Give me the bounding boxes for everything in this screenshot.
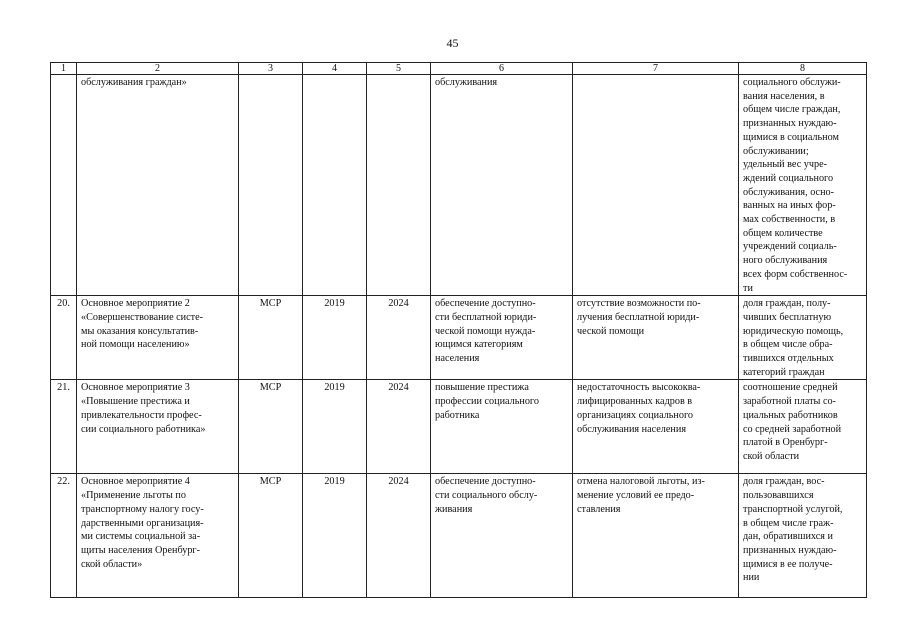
event-cell-line: щиты населения Оренбург- bbox=[81, 544, 201, 556]
indicator-cell-line: нии bbox=[743, 572, 760, 584]
indicator-cell-line: ти bbox=[743, 282, 753, 294]
consequence-cell-line: лучения бесплатной юриди- bbox=[577, 311, 700, 323]
executor-cell: МСР bbox=[239, 380, 303, 474]
consequence-cell bbox=[573, 296, 739, 380]
table-row bbox=[51, 474, 867, 598]
event-cell bbox=[77, 296, 239, 380]
indicator-cell-line: учреждений социаль- bbox=[743, 241, 837, 253]
start-year-cell bbox=[303, 75, 367, 296]
event-cell bbox=[77, 380, 239, 474]
indicator-cell bbox=[739, 75, 867, 296]
expected-result-cell-line: населения bbox=[435, 353, 480, 365]
event-cell-line: Основное мероприятие 2 bbox=[81, 298, 190, 310]
table-row bbox=[51, 380, 867, 474]
expected-result-cell-line: ческой помощи нужда- bbox=[435, 325, 536, 337]
indicator-cell-line: ской области bbox=[743, 450, 800, 462]
indicator-cell-line: чивших бесплатную bbox=[743, 311, 832, 323]
consequence-cell-line: отсутствие возможности по- bbox=[577, 298, 701, 310]
indicator-cell bbox=[739, 296, 867, 380]
indicator-cell-line: удельный вес учре- bbox=[743, 159, 828, 171]
expected-result-cell-line: сти социального обслу- bbox=[435, 490, 538, 502]
event-cell-line: «Применение льготы по bbox=[81, 490, 186, 502]
event-cell-line: Основное мероприятие 3 bbox=[81, 382, 190, 394]
header-col-5: 5 bbox=[367, 63, 431, 75]
event-cell-line: дарственными организация- bbox=[81, 517, 204, 529]
indicator-cell-line: обслуживании; bbox=[743, 145, 809, 157]
row-number: 20. bbox=[51, 296, 77, 380]
table-row bbox=[51, 296, 867, 380]
table-row bbox=[51, 75, 867, 296]
indicator-cell-line: в общем числе обра- bbox=[743, 339, 833, 351]
event-cell-line: ской области» bbox=[81, 558, 143, 570]
end-year-cell: 2024 bbox=[367, 474, 431, 598]
event-cell-line: сии социального работника» bbox=[81, 423, 206, 435]
event-cell-line: Основное мероприятие 4 bbox=[81, 476, 190, 488]
consequence-cell-line: ставления bbox=[577, 503, 621, 515]
header-col-2: 2 bbox=[77, 63, 239, 75]
expected-result-cell-line: профессии социального bbox=[435, 396, 539, 408]
indicator-cell bbox=[739, 474, 867, 598]
indicator-cell-line: пользовавшихся bbox=[743, 490, 814, 502]
indicator-cell-line: дан, обратившихся и bbox=[743, 531, 833, 543]
expected-result-cell-line: сти бесплатной юриди- bbox=[435, 311, 537, 323]
expected-result-cell-line: обеспечение доступно- bbox=[435, 298, 536, 310]
indicator-cell-line: ждений социального bbox=[743, 172, 834, 184]
event-cell-line: «Совершенствование систе- bbox=[81, 311, 204, 323]
indicator-cell-line: платой в Оренбург- bbox=[743, 437, 828, 449]
event-cell bbox=[77, 474, 239, 598]
event-cell-line: ми системы социальной за- bbox=[81, 531, 201, 543]
expected-result-cell-line: работника bbox=[435, 409, 480, 421]
expected-result-cell-line: ющимся категориям bbox=[435, 339, 523, 351]
expected-result-cell bbox=[431, 380, 573, 474]
header-col-1: 1 bbox=[51, 63, 77, 75]
event-cell-line: обслуживания граждан» bbox=[81, 77, 187, 88]
end-year-cell: 2024 bbox=[367, 296, 431, 380]
page-number: 45 bbox=[446, 36, 459, 50]
indicator-cell-line: юридическую помощь, bbox=[743, 325, 844, 337]
header-col-4: 4 bbox=[303, 63, 367, 75]
event-cell bbox=[77, 75, 239, 296]
executor-cell bbox=[239, 75, 303, 296]
indicator-cell-line: циальных работников bbox=[743, 409, 838, 421]
expected-result-cell-line: обеспечение доступно- bbox=[435, 476, 536, 488]
event-cell-line: транспортному налогу госу- bbox=[81, 503, 204, 515]
event-cell-line: «Повышение престижа и bbox=[81, 396, 190, 408]
expected-result-cell bbox=[431, 75, 573, 296]
indicator-cell-line: щимися в ее получе- bbox=[743, 558, 833, 570]
expected-result-cell-line: обслуживания bbox=[435, 77, 498, 88]
expected-result-cell-line: живания bbox=[435, 503, 473, 515]
expected-result-cell-line: повышение престижа bbox=[435, 382, 529, 394]
consequence-cell-line: недостаточность высококва- bbox=[577, 382, 701, 394]
event-cell-line: мы оказания консультатив- bbox=[81, 325, 199, 337]
indicator-cell-line: ванных на иных фор- bbox=[743, 200, 836, 212]
start-year-cell: 2019 bbox=[303, 380, 367, 474]
expected-result-cell bbox=[431, 296, 573, 380]
start-year-cell: 2019 bbox=[303, 474, 367, 598]
consequence-cell bbox=[573, 380, 739, 474]
event-cell-line: ной помощи населению» bbox=[81, 339, 190, 351]
expected-result-cell bbox=[431, 474, 573, 598]
indicator-cell-line: мах собственности, в bbox=[743, 214, 836, 226]
indicator-cell-line: общем количестве bbox=[743, 227, 823, 239]
indicator-cell-line: вания населения, в bbox=[743, 90, 825, 102]
header-col-3: 3 bbox=[239, 63, 303, 75]
indicator-cell-line: в общем числе граж- bbox=[743, 517, 834, 529]
end-year-cell bbox=[367, 75, 431, 296]
header-col-7: 7 bbox=[573, 63, 739, 75]
indicator-cell-line: общем числе граждан, bbox=[743, 104, 841, 116]
indicator-cell-line: со средней заработной bbox=[743, 423, 842, 435]
row-number: 22. bbox=[51, 474, 77, 598]
end-year-cell: 2024 bbox=[367, 380, 431, 474]
header-row bbox=[51, 63, 867, 75]
indicator-cell-line: признанных нуждаю- bbox=[743, 544, 837, 556]
header-col-8: 8 bbox=[739, 63, 867, 75]
indicator-cell-line: заработной платы со- bbox=[743, 396, 836, 408]
consequence-cell-line: лифицированных кадров в bbox=[577, 396, 693, 408]
consequence-cell-line: отмена налоговой льготы, из- bbox=[577, 476, 705, 488]
consequence-cell bbox=[573, 474, 739, 598]
indicator-cell-line: социального обслужи- bbox=[743, 77, 841, 88]
indicator-cell-line: щимися в социальном bbox=[743, 131, 839, 143]
consequence-cell-line: менение условий ее предо- bbox=[577, 490, 695, 502]
indicator-cell-line: транспортной услугой, bbox=[743, 503, 843, 515]
consequence-cell-line: ческой помощи bbox=[577, 325, 645, 337]
start-year-cell: 2019 bbox=[303, 296, 367, 380]
row-number: 21. bbox=[51, 380, 77, 474]
indicator-cell-line: признанных нуждаю- bbox=[743, 118, 837, 130]
indicator-cell-line: соотношение средней bbox=[743, 382, 838, 394]
indicator-cell bbox=[739, 380, 867, 474]
indicator-cell-line: обслуживания, осно- bbox=[743, 186, 835, 198]
consequence-cell-line: обслуживания населения bbox=[577, 423, 687, 435]
row-number bbox=[51, 75, 77, 296]
event-cell-line: привлекательности профес- bbox=[81, 409, 202, 421]
consequence-cell-line: организациях социального bbox=[577, 409, 693, 421]
consequence-cell bbox=[573, 75, 739, 296]
executor-cell: МСР bbox=[239, 474, 303, 598]
header-col-6: 6 bbox=[431, 63, 573, 75]
indicator-cell-line: доля граждан, полу- bbox=[743, 298, 831, 310]
indicator-cell-line: ного обслуживания bbox=[743, 255, 828, 267]
indicator-cell-line: тившихся отдельных bbox=[743, 353, 834, 365]
measures-table bbox=[50, 62, 867, 598]
executor-cell: МСР bbox=[239, 296, 303, 380]
indicator-cell-line: категорий граждан bbox=[743, 366, 825, 378]
indicator-cell-line: доля граждан, вос- bbox=[743, 476, 825, 488]
indicator-cell-line: всех форм собственнос- bbox=[743, 268, 848, 280]
